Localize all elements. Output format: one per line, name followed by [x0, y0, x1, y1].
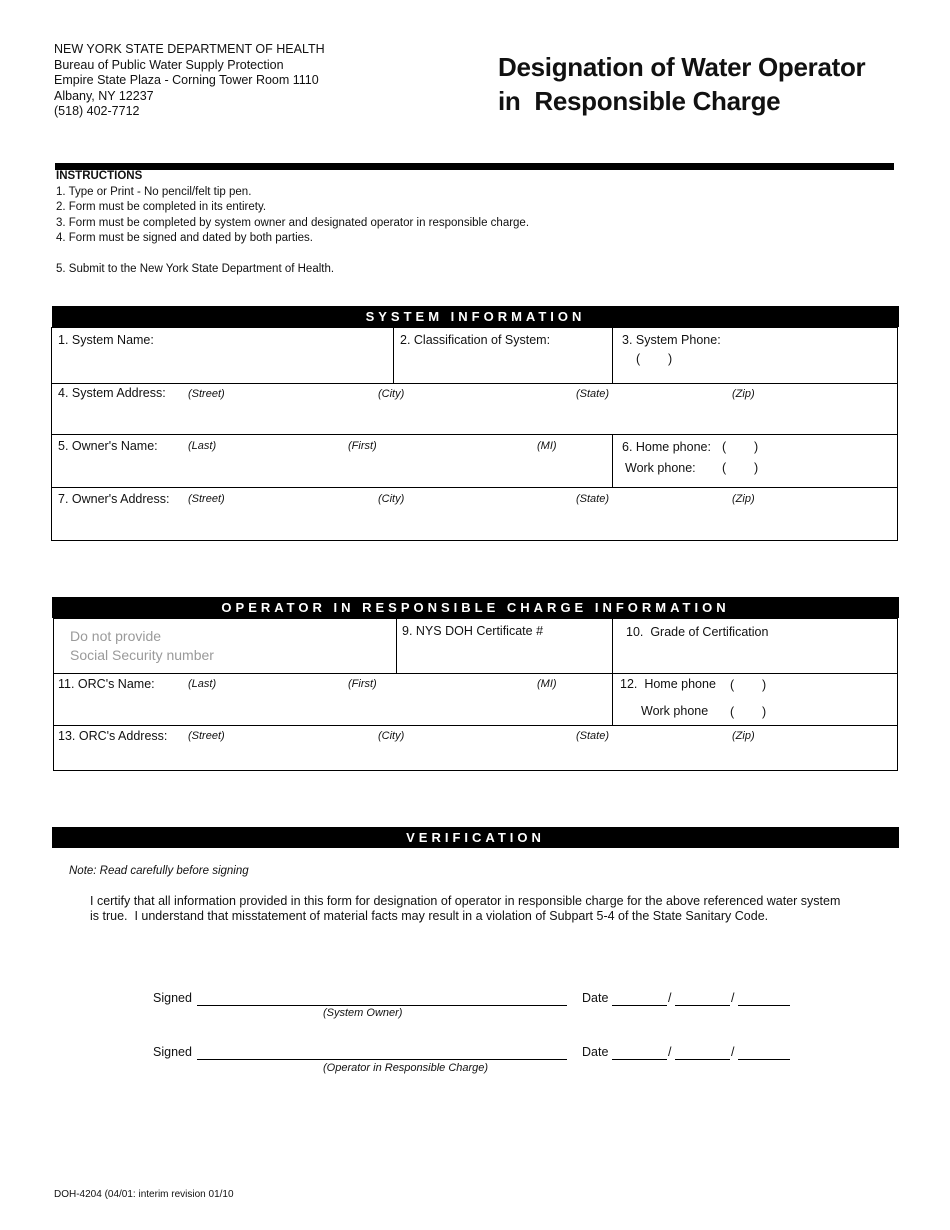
- signed-label: Signed: [153, 1045, 192, 1059]
- last-caption: (Last): [188, 678, 217, 690]
- form-id: DOH-4204 (04/01: interim revision 01/10: [54, 1189, 234, 1200]
- divider: [612, 618, 613, 725]
- state-caption: (State): [576, 493, 610, 505]
- divider: [396, 618, 397, 673]
- divider: [51, 487, 898, 488]
- instruction-item: 1. Type or Print - No pencil/felt tip pen.: [56, 185, 252, 198]
- owner-home-phone-label: 6. Home phone:: [622, 440, 711, 454]
- ssn-warning: [70, 627, 214, 665]
- ssn-warning-line2: Social Security number: [70, 647, 214, 663]
- state-caption: (State): [576, 730, 610, 742]
- date-label: Date: [582, 1045, 609, 1059]
- state-caption: (State): [576, 388, 610, 400]
- signed-label: Signed: [153, 991, 192, 1005]
- instruction-item: 5. Submit to the New York State Department of Health.: [56, 263, 335, 275]
- owner-work-phone-area-code: ( ): [722, 461, 759, 475]
- operator-information-header: OPERATOR IN RESPONSIBLE CHARGE INFORMATION: [52, 597, 899, 618]
- orc-name-label: 11. ORC's Name:: [58, 677, 155, 691]
- mi-caption: (MI): [537, 678, 557, 690]
- zip-caption: (Zip): [732, 493, 755, 505]
- operator-date-day-line[interactable]: [675, 1059, 730, 1060]
- instructions: [56, 169, 529, 278]
- bureau-name: Bureau of Public Water Supply Protection: [54, 57, 284, 72]
- date-separator: /: [731, 991, 735, 1005]
- ssn-warning-line1: Do not provide: [70, 628, 162, 644]
- instruction-item: 3. Form must be completed by system owner and designated operator in responsible charge.: [56, 216, 530, 229]
- orc-address-label: 13. ORC's Address:: [58, 729, 168, 743]
- system-address-label: 4. System Address:: [58, 386, 166, 400]
- owner-date-year-line[interactable]: [738, 1005, 790, 1006]
- system-information-header: SYSTEM INFORMATION: [52, 306, 899, 327]
- street-caption: (Street): [188, 388, 225, 400]
- verification-note: Note: Read carefully before signing: [69, 865, 249, 877]
- owner-address-label: 7. Owner's Address:: [58, 492, 170, 506]
- divider: [51, 434, 898, 435]
- orc-home-phone-label: 12. Home phone: [620, 677, 716, 691]
- certification-line2: is true. I understand that misstatement of material facts may result in a violation of Subpart 5-4 of the State Sanitary Code.: [90, 909, 769, 923]
- agency-phone: (518) 402-7712: [54, 104, 140, 118]
- divider: [393, 327, 394, 383]
- certificate-label: 9. NYS DOH Certificate #: [402, 624, 544, 638]
- date-label: Date: [582, 991, 609, 1005]
- orc-work-phone-area-code: ( ): [730, 705, 767, 719]
- form-title: [498, 50, 865, 118]
- certification-line1: I certify that all information provided in this form for designation of operator in responsible charge for the above referenced water system: [90, 894, 841, 908]
- orc-work-phone-label: Work phone: [641, 704, 709, 718]
- mi-caption: (MI): [537, 440, 557, 452]
- city-caption: (City): [378, 730, 405, 742]
- owner-name-label: 5. Owner's Name:: [58, 439, 158, 453]
- owner-work-phone-label: Work phone:: [625, 461, 696, 475]
- system-phone-label: 3. System Phone:: [622, 333, 721, 347]
- instruction-item: 4. Form must be signed and dated by both parties.: [56, 232, 313, 244]
- form-title-line2: in Responsible Charge: [498, 86, 781, 116]
- first-caption: (First): [348, 440, 377, 452]
- date-separator: /: [731, 1045, 735, 1059]
- department-name: NEW YORK STATE DEPARTMENT OF HEALTH: [54, 42, 325, 56]
- divider: [612, 327, 613, 383]
- date-separator: /: [668, 991, 672, 1005]
- zip-caption: (Zip): [732, 730, 755, 742]
- classification-label: 2. Classification of System:: [400, 333, 551, 347]
- operator-signature-line[interactable]: [197, 1059, 567, 1060]
- agency-address-line1: Empire State Plaza - Corning Tower Room 1110: [54, 73, 319, 87]
- certification-statement: [90, 894, 870, 924]
- system-phone-area-code: ( ): [636, 352, 673, 366]
- zip-caption: (Zip): [732, 388, 755, 400]
- divider: [53, 725, 898, 726]
- first-caption: (First): [348, 678, 377, 690]
- owner-signature-line[interactable]: [197, 1005, 567, 1006]
- instruction-item: 2. Form must be completed in its entirety.: [56, 201, 267, 213]
- street-caption: (Street): [188, 730, 225, 742]
- owner-date-month-line[interactable]: [612, 1005, 667, 1006]
- last-caption: (Last): [188, 440, 217, 452]
- system-owner-caption: (System Owner): [323, 1007, 403, 1019]
- owner-date-day-line[interactable]: [675, 1005, 730, 1006]
- instructions-heading: INSTRUCTIONS: [56, 170, 143, 182]
- grade-label: 10. Grade of Certification: [626, 625, 769, 639]
- city-caption: (City): [378, 388, 405, 400]
- operator-date-year-line[interactable]: [738, 1059, 790, 1060]
- city-caption: (City): [378, 493, 405, 505]
- agency-address-line2: Albany, NY 12237: [54, 88, 154, 103]
- divider: [53, 673, 898, 674]
- street-caption: (Street): [188, 493, 225, 505]
- date-separator: /: [668, 1045, 672, 1059]
- system-name-label: 1. System Name:: [58, 333, 154, 347]
- divider: [51, 383, 898, 384]
- divider: [612, 434, 613, 487]
- owner-home-phone-area-code: ( ): [722, 440, 759, 454]
- form-title-line1: Designation of Water Operator: [498, 52, 866, 82]
- verification-header: VERIFICATION: [52, 827, 899, 848]
- agency-header: [54, 42, 325, 120]
- orc-home-phone-area-code: ( ): [730, 678, 767, 692]
- operator-date-month-line[interactable]: [612, 1059, 667, 1060]
- operator-caption: (Operator in Responsible Charge): [323, 1062, 489, 1074]
